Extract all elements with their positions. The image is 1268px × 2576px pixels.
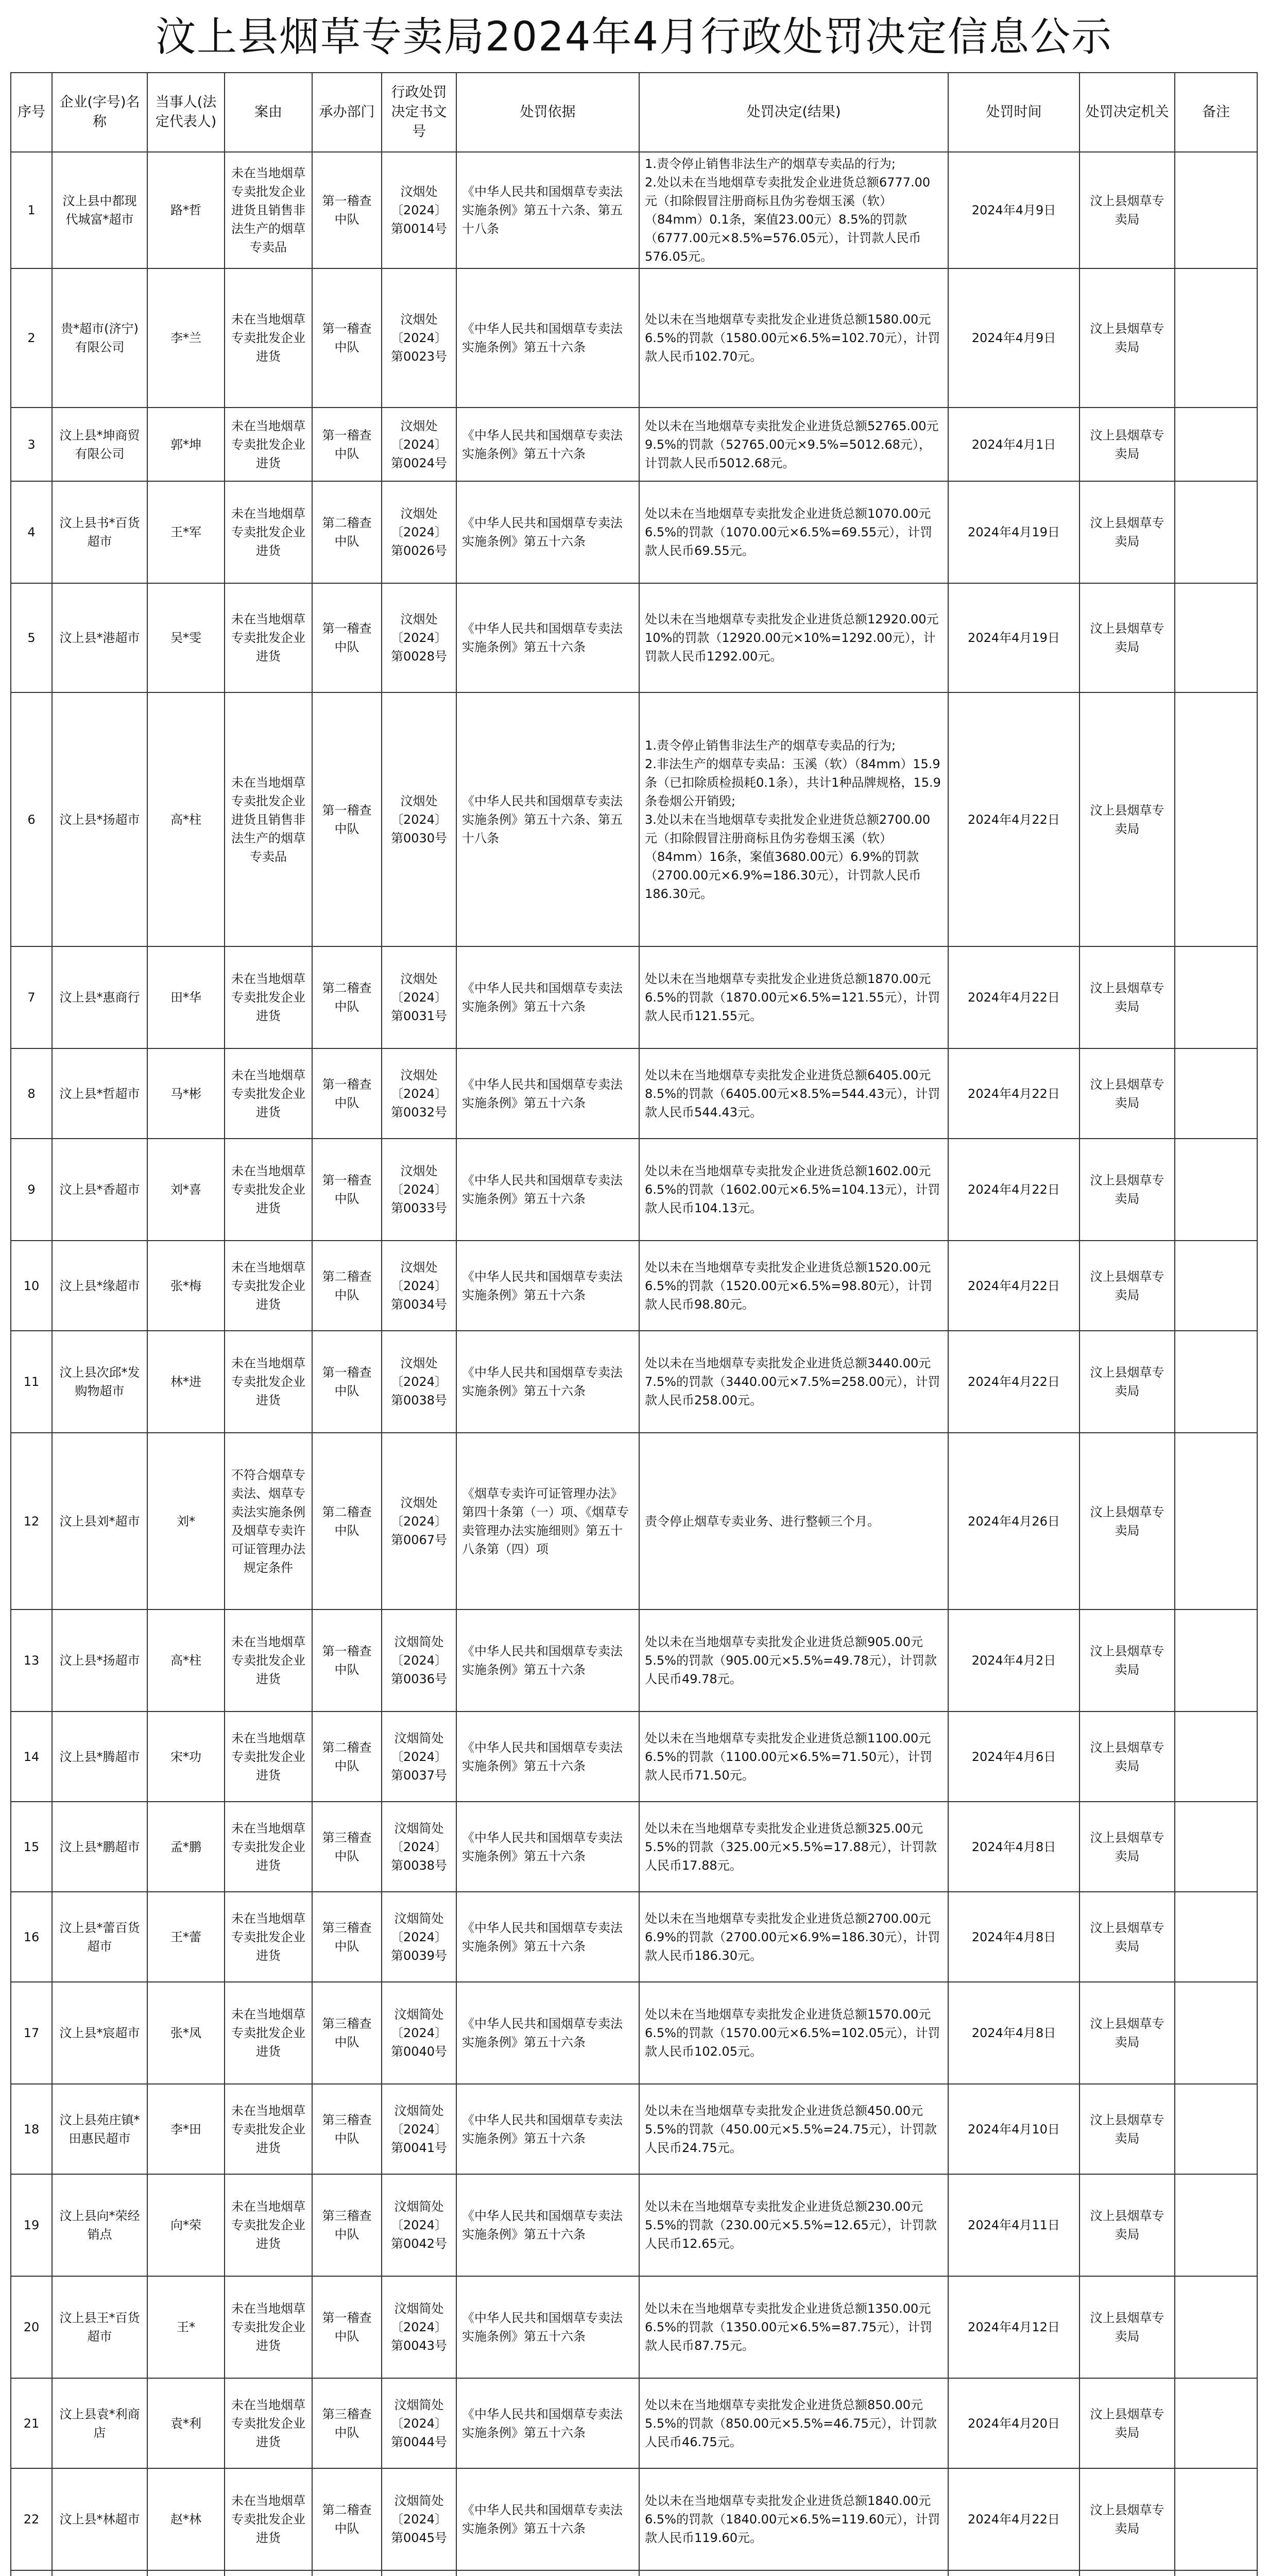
cell-person: 吴*雯: [147, 583, 225, 692]
cell-doc: 汶烟简处〔2024〕第0044号: [382, 2378, 456, 2468]
cell-no: 1: [11, 152, 52, 268]
cell-result: 1.责令停止销售非法生产的烟草专卖品的行为; 2.处以未在当地烟草专卖批发企业进货总额6777.00元（扣除假冒注册商标且伪劣卷烟玉溪（软）（84mm）0.1条，案值23.00元）8.5%的罚款（6777.00元×8.5%=576.05元），计罚款人民币576.05元。: [639, 152, 948, 268]
cell-person: 王*蕾: [147, 1892, 225, 1982]
cell-result: 1.责令停止销售非法生产的烟草专卖品的行为; 2.非法生产的烟草专卖品：玉溪（软）（84mm）15.9条（已扣除质检损耗0.1条），共计1种品牌规格，15.9条卷烟公开销毁; 3.处以未在当地烟草专卖批发企业进货总额2700.00元（扣除假冒注册商标且伪劣卷烟玉溪（软）（84mm）16条，案值3680.00元）6.9%的罚款（2700.00元×6.9%=186.30元），计罚款人民币186.30元。: [639, 692, 948, 946]
header-no: 序号: [11, 73, 52, 152]
cell-basis: 《中华人民共和国烟草专卖法实施条例》第五十六条、第五十八条: [456, 692, 639, 946]
cell-cause: 未在当地烟草专卖批发企业进货: [225, 2084, 312, 2174]
cell-doc: 汶烟处〔2024〕第0033号: [382, 1139, 456, 1241]
cell-remark: [1175, 2084, 1257, 2174]
cell-date: 2024年4月22日: [948, 1139, 1079, 1241]
cell-result: 处以未在当地烟草专卖批发企业进货总额12920.00元10%的罚款（12920.00元×10%=1292.00元），计罚款人民币1292.00元。: [639, 583, 948, 692]
cell-authority: 汶上县烟草专卖局: [1079, 2468, 1175, 2570]
cell-doc: 汶烟处〔2024〕第0028号: [382, 583, 456, 692]
cell-dept: 第一稽查中队: [312, 1331, 382, 1433]
table-row: [11, 1892, 1257, 1982]
cell-basis: 《中华人民共和国烟草专卖法实施条例》第五十六条: [456, 2174, 639, 2276]
table-row: [11, 1048, 1257, 1139]
cell-authority: 汶上县烟草专卖局: [1079, 1331, 1175, 1433]
cell-cause: 未在当地烟草专卖批发企业进货: [225, 583, 312, 692]
table-row: [11, 583, 1257, 692]
cell-no: 20: [11, 2276, 52, 2378]
cell-person: 马*彬: [147, 1048, 225, 1139]
cell-authority: 汶上县烟草专卖局: [1079, 1048, 1175, 1139]
cell-date: 2024年4月22日: [948, 692, 1079, 946]
cell-result: 处以未在当地烟草专卖批发企业进货总额3440.00元7.5%的罚款（3440.00元×7.5%=258.00元），计罚款人民币258.00元。: [639, 1331, 948, 1433]
cell-company: 汶上县*缘超市: [52, 1241, 147, 1331]
cell-date: 2024年4月19日: [948, 583, 1079, 692]
cell-company: 汶上县*惠商行: [52, 946, 147, 1048]
cell-remark: [1175, 1241, 1257, 1331]
cell-no: 3: [11, 408, 52, 481]
cell-basis: 《中华人民共和国烟草专卖法实施条例》第五十六条: [456, 2276, 639, 2378]
cell-company: 汶上县刘*超市: [52, 1433, 147, 1609]
cell-authority: 汶上县烟草专卖局: [1079, 408, 1175, 481]
header-authority: 处罚决定机关: [1079, 73, 1175, 152]
cell-person: 高*柱: [147, 1609, 225, 1711]
cell-doc: 汶烟简处〔2024〕第0041号: [382, 2084, 456, 2174]
cell-date: 2024年4月22日: [948, 1331, 1079, 1433]
cell-no: 13: [11, 1609, 52, 1711]
cell-remark: [1175, 1048, 1257, 1139]
header-date: 处罚时间: [948, 73, 1079, 152]
table-row: [11, 1139, 1257, 1241]
cell-authority: 汶上县烟草专卖局: [1079, 1433, 1175, 1609]
cell-basis: 《中华人民共和国烟草专卖法实施条例》第五十六条: [456, 2378, 639, 2468]
cell-cause: 未在当地烟草专卖批发企业进货: [225, 946, 312, 1048]
cell-date: 2024年4月8日: [948, 1802, 1079, 1892]
table-row: [11, 481, 1257, 583]
table-row: [11, 2174, 1257, 2276]
cell-remark: [1175, 2276, 1257, 2378]
cell-basis: 《中华人民共和国烟草专卖法实施条例》第五十六条: [456, 1241, 639, 1331]
cell-no: 21: [11, 2378, 52, 2468]
cell-date: 2024年4月20日: [948, 2378, 1079, 2468]
cell-doc: 汶烟处〔2024〕第0038号: [382, 1331, 456, 1433]
cell-company: 汶上县*香超市: [52, 1139, 147, 1241]
cell-authority: 汶上县烟草专卖局: [1079, 583, 1175, 692]
cell-date: 2024年4月8日: [948, 1982, 1079, 2084]
cell-no: 18: [11, 2084, 52, 2174]
cell-dept: 第二稽查中队: [312, 1241, 382, 1331]
cell-company: 汶上县*港超市: [52, 583, 147, 692]
cell-authority: 汶上县烟草专卖局: [1079, 1241, 1175, 1331]
cell-dept: 第一稽查中队: [312, 692, 382, 946]
cell-date: 2024年4月26日: [948, 1433, 1079, 1609]
cell-person: [147, 2570, 225, 2576]
table-row: [11, 2084, 1257, 2174]
cell-cause: 未在当地烟草专卖批发企业进货: [225, 268, 312, 408]
cell-date: 2024年4月9日: [948, 268, 1079, 408]
cell-person: 王*军: [147, 481, 225, 583]
cell-authority: 汶上县烟草专卖局: [1079, 1711, 1175, 1802]
cell-doc: 汶烟处〔2024〕第0026号: [382, 481, 456, 583]
cell-authority: 汶上县烟草专卖局: [1079, 1139, 1175, 1241]
cell-doc: 汶烟简处〔2024〕第0043号: [382, 2276, 456, 2378]
cell-remark: [1175, 2468, 1257, 2570]
cell-person: 张*凤: [147, 1982, 225, 2084]
cell-doc: 汶烟简处〔2024〕第0039号: [382, 1892, 456, 1982]
cell-basis: 《中华人民共和国烟草专卖法实施条例》第五十六条: [456, 1802, 639, 1892]
cell-person: 孟*鹏: [147, 1802, 225, 1892]
cell-company: 汶上县*林超市: [52, 2468, 147, 2570]
cell-dept: 第三稽查中队: [312, 2174, 382, 2276]
cell-result: 处以未在当地烟草专卖批发企业进货总额1100.00元6.5%的罚款（1100.00元×6.5%=71.50元），计罚款人民币71.50元。: [639, 1711, 948, 1802]
cell-company: 汶上县袁*利商店: [52, 2378, 147, 2468]
cell-dept: 第二稽查中队: [312, 946, 382, 1048]
cell-cause: 未在当地烟草专卖批发企业进货且销售非法生产的烟草专卖品: [225, 152, 312, 268]
cell-company: 汶上县*宸超市: [52, 1982, 147, 2084]
cell-basis: 《中华人民共和国烟草专卖法实施条例》第五十六条: [456, 1892, 639, 1982]
cell-doc: 汶烟简处〔2024〕第0042号: [382, 2174, 456, 2276]
cell-basis: 《中华人民共和国烟草专卖法实施条例》第五十六条: [456, 268, 639, 408]
cell-company: 汶上县*鹏超市: [52, 1802, 147, 1892]
cell-result: [639, 2570, 948, 2576]
cell-result: 处以未在当地烟草专卖批发企业进货总额1870.00元6.5%的罚款（1870.00元×6.5%=121.55元），计罚款人民币121.55元。: [639, 946, 948, 1048]
cell-dept: 第三稽查中队: [312, 1802, 382, 1892]
cell-result: 责令停止烟草专卖业务、进行整顿三个月。: [639, 1433, 948, 1609]
cell-authority: 汶上县烟草专卖局: [1079, 1982, 1175, 2084]
cell-authority: 汶上县烟草专卖局: [1079, 268, 1175, 408]
cell-result: 处以未在当地烟草专卖批发企业进货总额52765.00元9.5%的罚款（52765.00元×9.5%=5012.68元），计罚款人民币5012.68元。: [639, 408, 948, 481]
cell-date: 2024年4月22日: [948, 1241, 1079, 1331]
cell-no: 4: [11, 481, 52, 583]
cell-no: 9: [11, 1139, 52, 1241]
table-row: [11, 1241, 1257, 1331]
cell-dept: 第三稽查中队: [312, 1982, 382, 2084]
cell-authority: 汶上县烟草专卖局: [1079, 2174, 1175, 2276]
table-row: [11, 1802, 1257, 1892]
cell-cause: 未在当地烟草专卖批发企业进货: [225, 1048, 312, 1139]
cell-result: 处以未在当地烟草专卖批发企业进货总额1840.00元6.5%的罚款（1840.00元×6.5%=119.60元），计罚款人民币119.60元。: [639, 2468, 948, 2570]
cell-remark: [1175, 1711, 1257, 1802]
cell-dept: 第一稽查中队: [312, 152, 382, 268]
cell-remark: [1175, 2378, 1257, 2468]
cell-doc: 汶烟简处〔2024〕第0037号: [382, 1711, 456, 1802]
cell-dept: 第一稽查中队: [312, 408, 382, 481]
cell-authority: 汶上县烟草专卖局: [1079, 2378, 1175, 2468]
cell-result: 处以未在当地烟草专卖批发企业进货总额1350.00元6.5%的罚款（1350.00元×6.5%=87.75元），计罚款人民币87.75元。: [639, 2276, 948, 2378]
cell-no: 7: [11, 946, 52, 1048]
cell-no: 8: [11, 1048, 52, 1139]
cell-person: 张*梅: [147, 1241, 225, 1331]
cell-no: [11, 2570, 52, 2576]
cell-company: 汶上县*扬超市: [52, 1609, 147, 1711]
cell-person: 路*哲: [147, 152, 225, 268]
cell-date: 2024年4月1日: [948, 408, 1079, 481]
cell-person: 郭*坤: [147, 408, 225, 481]
cell-cause: 未在当地烟草专卖批发企业进货: [225, 408, 312, 481]
header-company: 企业(字号)名称: [52, 73, 147, 152]
cell-cause: [225, 2570, 312, 2576]
cell-no: 5: [11, 583, 52, 692]
cell-no: 22: [11, 2468, 52, 2570]
cell-no: 11: [11, 1331, 52, 1433]
cell-basis: 《中华人民共和国烟草专卖法实施条例》第五十六条: [456, 2468, 639, 2570]
table-header-row: [11, 73, 1257, 152]
header-doc: 行政处罚决定书文号: [382, 73, 456, 152]
cell-no: 15: [11, 1802, 52, 1892]
cell-dept: 第一稽查中队: [312, 1609, 382, 1711]
cell-basis: 《烟草专卖许可证管理办法》第四十条第（一）项、《烟草专卖管理办法实施细则》第五十八条第（四）项: [456, 1433, 639, 1609]
cell-date: 2024年4月8日: [948, 1892, 1079, 1982]
cell-cause: 未在当地烟草专卖批发企业进货: [225, 1609, 312, 1711]
cell-cause: 未在当地烟草专卖批发企业进货且销售非法生产的烟草专卖品: [225, 692, 312, 946]
cell-remark: [1175, 1433, 1257, 1609]
cell-result: 处以未在当地烟草专卖批发企业进货总额2700.00元6.9%的罚款（2700.00元×6.9%=186.30元），计罚款人民币186.30元。: [639, 1892, 948, 1982]
cell-result: 处以未在当地烟草专卖批发企业进货总额1602.00元6.5%的罚款（1602.00元×6.5%=104.13元），计罚款人民币104.13元。: [639, 1139, 948, 1241]
cell-dept: 第二稽查中队: [312, 1711, 382, 1802]
cell-doc: 汶烟处〔2024〕第0023号: [382, 268, 456, 408]
cell-authority: 汶上县烟草专卖局: [1079, 152, 1175, 268]
cell-authority: 汶上县烟草专卖局: [1079, 1609, 1175, 1711]
cell-company: 汶上县*坤商贸有限公司: [52, 408, 147, 481]
cell-result: 处以未在当地烟草专卖批发企业进货总额1570.00元6.5%的罚款（1570.00元×6.5%=102.05元），计罚款人民币102.05元。: [639, 1982, 948, 2084]
cell-person: 高*柱: [147, 692, 225, 946]
cell-basis: 《中华人民共和国烟草专卖法实施条例》第五十六条: [456, 1331, 639, 1433]
cell-basis: 《中华人民共和国烟草专卖法实施条例》第五十六条: [456, 408, 639, 481]
cell-person: 向*荣: [147, 2174, 225, 2276]
cell-remark: [1175, 1802, 1257, 1892]
cell-cause: 未在当地烟草专卖批发企业进货: [225, 2468, 312, 2570]
table-row: [11, 2378, 1257, 2468]
cell-no: 16: [11, 1892, 52, 1982]
cell-no: 17: [11, 1982, 52, 2084]
cell-authority: 汶上县烟草专卖局: [1079, 1802, 1175, 1892]
cell-cause: 未在当地烟草专卖批发企业进货: [225, 1331, 312, 1433]
cell-authority: 汶上县烟草专卖局: [1079, 2276, 1175, 2378]
cell-authority: 汶上县烟草专卖局: [1079, 481, 1175, 583]
cell-company: 汶上县次邱*发购物超市: [52, 1331, 147, 1433]
cell-date: 2024年4月22日: [948, 946, 1079, 1048]
cell-remark: [1175, 692, 1257, 946]
cell-remark: [1175, 583, 1257, 692]
cell-person: 田*华: [147, 946, 225, 1048]
cell-authority: 汶上县烟草专卖局: [1079, 1892, 1175, 1982]
table-row: [11, 2570, 1257, 2576]
cell-dept: 第二稽查中队: [312, 2468, 382, 2570]
table-row: [11, 1433, 1257, 1609]
cell-dept: 第二稽查中队: [312, 1433, 382, 1609]
cell-remark: [1175, 2570, 1257, 2576]
cell-remark: [1175, 1892, 1257, 1982]
cell-cause: 未在当地烟草专卖批发企业进货: [225, 1241, 312, 1331]
cell-person: 宋*功: [147, 1711, 225, 1802]
cell-dept: 第三稽查中队: [312, 2084, 382, 2174]
cell-basis: 《中华人民共和国烟草专卖法实施条例》第五十六条: [456, 1711, 639, 1802]
penalty-table: [10, 72, 1258, 2576]
cell-no: 2: [11, 268, 52, 408]
cell-company: 汶上县中都现代城富*超市: [52, 152, 147, 268]
header-remark: 备注: [1175, 73, 1257, 152]
table-row: [11, 268, 1257, 408]
cell-date: 2024年4月9日: [948, 152, 1079, 268]
cell-remark: [1175, 2174, 1257, 2276]
table-row: [11, 1711, 1257, 1802]
cell-person: 刘*: [147, 1433, 225, 1609]
cell-basis: 《中华人民共和国烟草专卖法实施条例》第五十六条、第五十八条: [456, 152, 639, 268]
cell-date: 2024年4月11日: [948, 2174, 1079, 2276]
cell-remark: [1175, 268, 1257, 408]
cell-result: 处以未在当地烟草专卖批发企业进货总额905.00元5.5%的罚款（905.00元×5.5%=49.78元），计罚款人民币49.78元。: [639, 1609, 948, 1711]
cell-company: 汶上县向*荣经销点: [52, 2174, 147, 2276]
cell-dept: 第三稽查中队: [312, 1892, 382, 1982]
cell-doc: 汶烟简处〔2024〕第0045号: [382, 2468, 456, 2570]
cell-company: 贵*超市(济宁)有限公司: [52, 268, 147, 408]
cell-cause: 未在当地烟草专卖批发企业进货: [225, 1711, 312, 1802]
cell-date: 2024年4月6日: [948, 1711, 1079, 1802]
cell-basis: 《中华人民共和国烟草专卖法实施条例》第五十六条: [456, 583, 639, 692]
table-row: [11, 1982, 1257, 2084]
cell-company: 汶上县王*百货超市: [52, 2276, 147, 2378]
cell-basis: 《中华人民共和国烟草专卖法实施条例》第五十六条: [456, 1982, 639, 2084]
cell-dept: [312, 2570, 382, 2576]
cell-remark: [1175, 152, 1257, 268]
cell-remark: [1175, 1331, 1257, 1433]
cell-cause: 未在当地烟草专卖批发企业进货: [225, 1982, 312, 2084]
cell-doc: [382, 2570, 456, 2576]
cell-person: 李*兰: [147, 268, 225, 408]
cell-remark: [1175, 946, 1257, 1048]
cell-no: 19: [11, 2174, 52, 2276]
cell-cause: 不符合烟草专卖法、烟草专卖法实施条例及烟草专卖许可证管理办法规定条件: [225, 1433, 312, 1609]
cell-doc: 汶烟简处〔2024〕第0036号: [382, 1609, 456, 1711]
cell-company: [52, 2570, 147, 2576]
cell-cause: 未在当地烟草专卖批发企业进货: [225, 1892, 312, 1982]
cell-no: 12: [11, 1433, 52, 1609]
cell-dept: 第一稽查中队: [312, 268, 382, 408]
table-row: [11, 946, 1257, 1048]
cell-basis: 《中华人民共和国烟草专卖法实施条例》第五十六条: [456, 946, 639, 1048]
cell-dept: 第一稽查中队: [312, 2276, 382, 2378]
cell-date: 2024年4月22日: [948, 2468, 1079, 2570]
cell-remark: [1175, 481, 1257, 583]
cell-basis: 《中华人民共和国烟草专卖法实施条例》第五十六条: [456, 481, 639, 583]
table-row: [11, 152, 1257, 268]
cell-company: 汶上县*腾超市: [52, 1711, 147, 1802]
cell-company: 汶上县苑庄镇*田惠民超市: [52, 2084, 147, 2174]
cell-doc: 汶烟处〔2024〕第0014号: [382, 152, 456, 268]
cell-doc: 汶烟简处〔2024〕第0038号: [382, 1802, 456, 1892]
cell-doc: 汶烟处〔2024〕第0034号: [382, 1241, 456, 1331]
cell-person: 王*: [147, 2276, 225, 2378]
cell-result: 处以未在当地烟草专卖批发企业进货总额1520.00元6.5%的罚款（1520.00元×6.5%=98.80元），计罚款人民币98.80元。: [639, 1241, 948, 1331]
cell-doc: 汶烟简处〔2024〕第0040号: [382, 1982, 456, 2084]
cell-person: 刘*喜: [147, 1139, 225, 1241]
cell-dept: 第三稽查中队: [312, 2378, 382, 2468]
cell-basis: 《中华人民共和国烟草专卖法实施条例》第五十六条: [456, 2084, 639, 2174]
cell-date: 2024年4月12日: [948, 2276, 1079, 2378]
cell-doc: 汶烟处〔2024〕第0067号: [382, 1433, 456, 1609]
cell-remark: [1175, 1609, 1257, 1711]
header-dept: 承办部门: [312, 73, 382, 152]
cell-doc: 汶烟处〔2024〕第0024号: [382, 408, 456, 481]
cell-result: 处以未在当地烟草专卖批发企业进货总额450.00元5.5%的罚款（450.00元×5.5%=24.75元），计罚款人民币24.75元。: [639, 2084, 948, 2174]
cell-company: 汶上县*扬超市: [52, 692, 147, 946]
cell-cause: 未在当地烟草专卖批发企业进货: [225, 2276, 312, 2378]
table-row: [11, 1331, 1257, 1433]
table-row: [11, 692, 1257, 946]
cell-no: 10: [11, 1241, 52, 1331]
cell-person: 李*田: [147, 2084, 225, 2174]
cell-result: 处以未在当地烟草专卖批发企业进货总额325.00元5.5%的罚款（325.00元×5.5%=17.88元），计罚款人民币17.88元。: [639, 1802, 948, 1892]
cell-company: 汶上县*哲超市: [52, 1048, 147, 1139]
cell-no: 6: [11, 692, 52, 946]
cell-company: 汶上县*蕾百货超市: [52, 1892, 147, 1982]
cell-result: 处以未在当地烟草专卖批发企业进货总额1070.00元6.5%的罚款（1070.00元×6.5%=69.55元），计罚款人民币69.55元。: [639, 481, 948, 583]
cell-company: 汶上县书*百货超市: [52, 481, 147, 583]
cell-cause: 未在当地烟草专卖批发企业进货: [225, 2174, 312, 2276]
cell-authority: 汶上县烟草专卖局: [1079, 946, 1175, 1048]
cell-authority: [1079, 2570, 1175, 2576]
cell-dept: 第一稽查中队: [312, 583, 382, 692]
cell-doc: 汶烟处〔2024〕第0031号: [382, 946, 456, 1048]
cell-cause: 未在当地烟草专卖批发企业进货: [225, 2378, 312, 2468]
cell-no: 14: [11, 1711, 52, 1802]
cell-doc: 汶烟处〔2024〕第0030号: [382, 692, 456, 946]
header-cause: 案由: [225, 73, 312, 152]
cell-basis: [456, 2570, 639, 2576]
cell-date: [948, 2570, 1079, 2576]
cell-cause: 未在当地烟草专卖批发企业进货: [225, 1802, 312, 1892]
cell-person: 袁*利: [147, 2378, 225, 2468]
cell-person: 林*进: [147, 1331, 225, 1433]
cell-person: 赵*林: [147, 2468, 225, 2570]
cell-result: 处以未在当地烟草专卖批发企业进货总额6405.00元8.5%的罚款（6405.00元×8.5%=544.43元），计罚款人民币544.43元。: [639, 1048, 948, 1139]
cell-dept: 第一稽查中队: [312, 1048, 382, 1139]
cell-result: 处以未在当地烟草专卖批发企业进货总额850.00元5.5%的罚款（850.00元×5.5%=46.75元），计罚款人民币46.75元。: [639, 2378, 948, 2468]
cell-authority: 汶上县烟草专卖局: [1079, 2084, 1175, 2174]
header-person: 当事人(法定代表人): [147, 73, 225, 152]
table-row: [11, 408, 1257, 481]
cell-date: 2024年4月19日: [948, 481, 1079, 583]
cell-remark: [1175, 1139, 1257, 1241]
cell-result: 处以未在当地烟草专卖批发企业进货总额1580.00元6.5%的罚款（1580.00元×6.5%=102.70元），计罚款人民币102.70元。: [639, 268, 948, 408]
header-basis: 处罚依据: [456, 73, 639, 152]
cell-remark: [1175, 408, 1257, 481]
table-row: [11, 2276, 1257, 2378]
table-row: [11, 2468, 1257, 2570]
cell-doc: 汶烟处〔2024〕第0032号: [382, 1048, 456, 1139]
cell-date: 2024年4月22日: [948, 1048, 1079, 1139]
cell-cause: 未在当地烟草专卖批发企业进货: [225, 481, 312, 583]
page-title: 汶上县烟草专卖局2024年4月行政处罚决定信息公示: [155, 14, 1113, 60]
cell-date: 2024年4月10日: [948, 2084, 1079, 2174]
cell-cause: 未在当地烟草专卖批发企业进货: [225, 1139, 312, 1241]
cell-dept: 第二稽查中队: [312, 481, 382, 583]
cell-dept: 第一稽查中队: [312, 1139, 382, 1241]
cell-remark: [1175, 1982, 1257, 2084]
cell-basis: 《中华人民共和国烟草专卖法实施条例》第五十六条: [456, 1139, 639, 1241]
cell-basis: 《中华人民共和国烟草专卖法实施条例》第五十六条: [456, 1609, 639, 1711]
cell-date: 2024年4月2日: [948, 1609, 1079, 1711]
cell-result: 处以未在当地烟草专卖批发企业进货总额230.00元5.5%的罚款（230.00元×5.5%=12.65元），计罚款人民币12.65元。: [639, 2174, 948, 2276]
header-result: 处罚决定(结果): [639, 73, 948, 152]
table-row: [11, 1609, 1257, 1711]
cell-authority: 汶上县烟草专卖局: [1079, 692, 1175, 946]
cell-basis: 《中华人民共和国烟草专卖法实施条例》第五十六条: [456, 1048, 639, 1139]
